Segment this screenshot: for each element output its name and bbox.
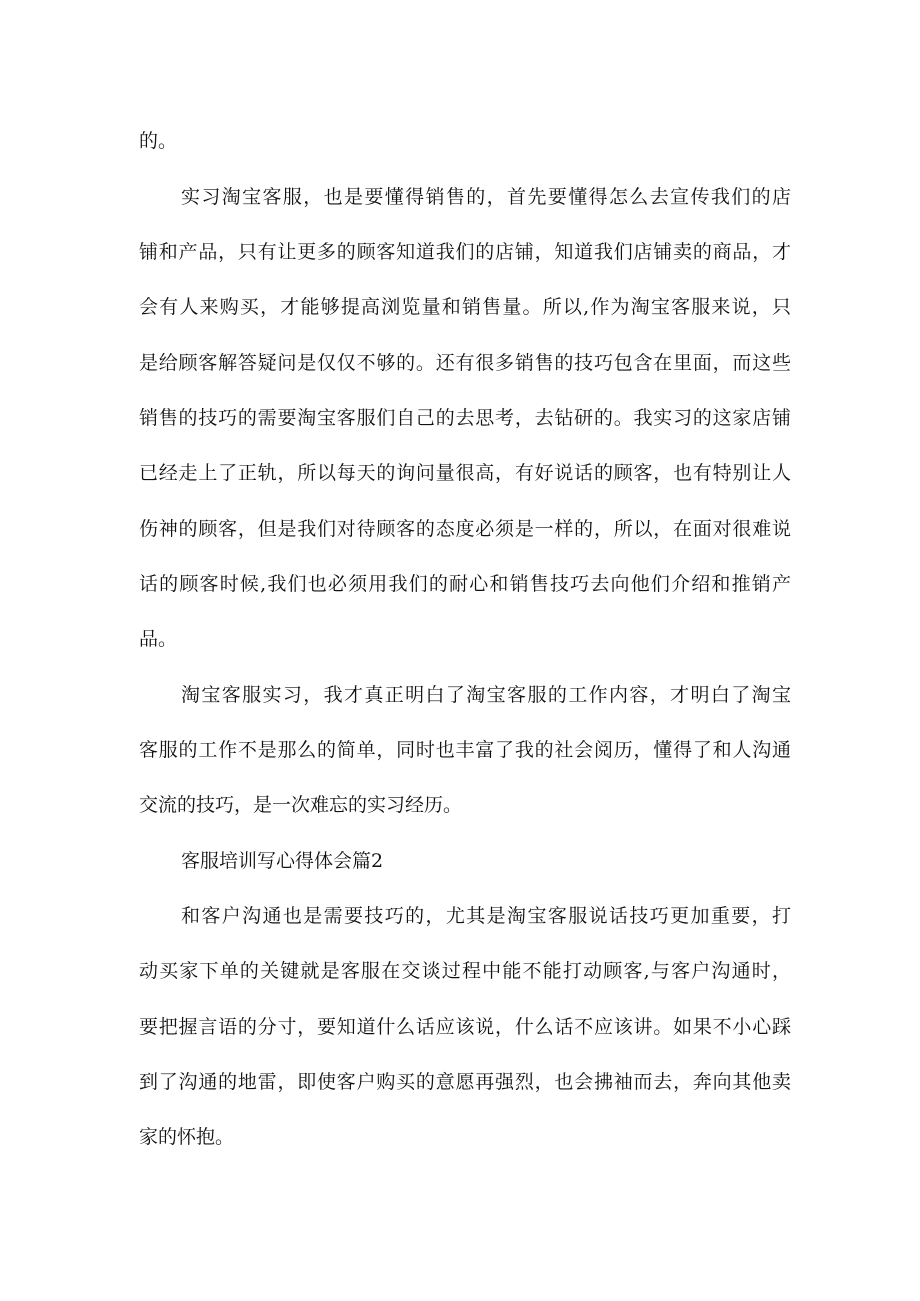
paragraph-4-line-3: 要把握言语的分寸，要知道什么话应该说，什么话不应该讲。如果不小心踩: [139, 1016, 791, 1038]
paragraph-2-line-1: 实习淘宝客服，也是要懂得销售的，首先要懂得怎么去宣传我们的店: [181, 186, 791, 208]
paragraph-4-line-1: 和客户沟通也是需要技巧的，尤其是淘宝客服说话技巧更加重要，打: [181, 905, 791, 927]
paragraph-2-line-2: 铺和产品，只有让更多的顾客知道我们的店铺，知道我们店铺卖的商品，才: [139, 241, 791, 263]
paragraph-4-line-4: 到了沟通的地雷，即使客户购买的意愿再强烈，也会拂袖而去，奔向其他卖: [139, 1071, 791, 1093]
paragraph-3-line-1: 淘宝客服实习，我才真正明白了淘宝客服的工作内容，才明白了淘宝: [181, 684, 791, 706]
paragraph-2-line-6: 已经走上了正轨，所以每天的询问量很高，有好说话的顾客，也有特别让人: [139, 462, 791, 484]
paragraph-2-line-5: 销售的技巧的需要淘宝客服们自己的去思考，去钻研的。我实习的这家店铺: [139, 407, 791, 429]
paragraph-2-line-4: 是给顾客解答疑问是仅仅不够的。还有很多销售的技巧包含在里面，而这些: [139, 352, 791, 374]
paragraph-2-line-3: 会有人来购买，才能够提高浏览量和销售量。所以,作为淘宝客服来说，只: [139, 296, 791, 318]
paragraph-3-line-3: 交流的技巧，是一次难忘的实习经历。: [139, 794, 463, 816]
section-heading: 客服培训写心得体会篇2: [181, 850, 384, 872]
paragraph-4-line-2: 动买家下单的关键就是客服在交谈过程中能不能打动顾客,与客户沟通时，: [139, 960, 791, 982]
paragraph-3-line-2: 客服的工作不是那么的简单，同时也丰富了我的社会阅历，懂得了和人沟通: [139, 739, 791, 761]
paragraph-4-line-5: 家的怀抱。: [139, 1126, 235, 1148]
paragraph-2-line-7: 伤神的顾客，但是我们对待顾客的态度必须是一样的，所以，在面对很难说: [139, 518, 791, 540]
paragraph-1-line-1: 的。: [139, 130, 178, 152]
paragraph-2-line-8: 话的顾客时候,我们也必须用我们的耐心和销售技巧去向他们介绍和推销产: [139, 573, 791, 595]
paragraph-2-line-9: 品。: [139, 628, 178, 650]
